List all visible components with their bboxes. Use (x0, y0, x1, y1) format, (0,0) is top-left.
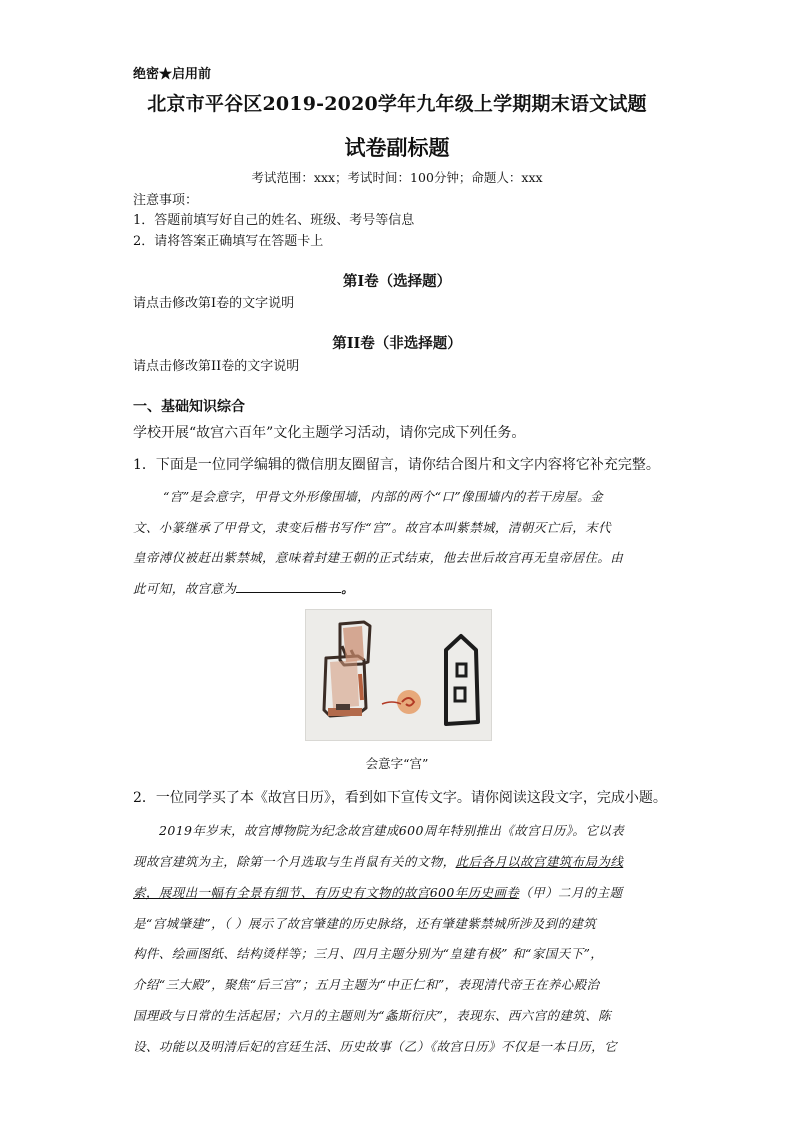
q2-line3-underlined: 索，展现出一幅有全景有细节、有历史有文物的故宫600年历史画卷 (133, 885, 520, 900)
answer-blank[interactable] (236, 580, 341, 593)
q2-passage-line-6: 介绍“三大殿”，聚焦“后三宫”；五月主题为“中正仁和”，表现清代帝王在养心殿治 (133, 977, 600, 992)
q2-passage-line-2 (133, 852, 665, 870)
exam-info: 考试范围：xxx；考试时间：100分钟；命题人：xxx (251, 170, 543, 185)
notice-heading: 注意事项： (133, 193, 199, 208)
q2-passage-line-1: 2019年岁末，故宫博物院为纪念故宫建成600周年特别推出《故宫日历》。它以表 (159, 823, 625, 838)
q1-passage-line-3: 皇帝溥仪被赶出紫禁城，意味着封建王朝的正式结束，他去世后故宫再无皇帝居住。由 (133, 550, 624, 565)
q1-line4-text: 此可知，故宫意为 (133, 581, 237, 596)
q1-passage-line-4 (133, 579, 665, 597)
q1-prompt: 1．下面是一位同学编辑的微信朋友圈留言，请你结合图片和文字内容将它补充完整。 (133, 457, 660, 473)
section1-intro: 学校开展“故宫六百年”文化主题学习活动，请你完成下列任务。 (133, 425, 526, 441)
page-title: 北京市平谷区2019-2020学年九年级上学期期末语文试题 (147, 93, 647, 115)
q2-passage-line-8: 设、功能以及明清后妃的宫廷生活、历史故事（乙）《故宫日历》不仅是一本日历，它 (133, 1039, 617, 1054)
gong-character-figure (305, 609, 492, 741)
figure-caption: 会意字“宫” (365, 756, 429, 771)
volume2-desc: 请点击修改第II卷的文字说明 (133, 359, 300, 374)
volume1-desc: 请点击修改第I卷的文字说明 (133, 296, 295, 311)
secret-label: 绝密★启用前 (133, 67, 212, 82)
gong-illustration (306, 610, 491, 740)
q2-passage-line-7: 国理政与日常的生活起居；六月的主题则为“螽斯衍庆”，表现东、西六宫的建筑、陈 (133, 1008, 611, 1023)
volume1-title: 第I卷（选择题） (342, 273, 452, 290)
q2-line3-text: （甲）二月的主题 (519, 885, 623, 900)
section1-title: 一、基础知识综合 (133, 399, 245, 415)
notice-item-2: 2．请将答案正确填写在答题卡上 (133, 234, 324, 249)
q2-passage-line-4: 是“宫城肇建”，（ ）展示了故宫肇建的历史脉络，还有肇建紫禁城所涉及到的建筑 (133, 916, 597, 931)
q2-line2-underlined: 此后各月以故宫建筑布局为线 (455, 854, 624, 869)
notice-item-1: 1．答题前填写好自己的姓名、班级、考号等信息 (133, 213, 415, 228)
q2-passage-line-5: 构件、绘画图纸、结构烫样等；三月、四月主题分别为“皇建有极” 和“家国天下”， (133, 946, 604, 961)
q2-passage-line-3 (133, 883, 665, 901)
q1-passage-line-2: 文、小篆继承了甲骨文，隶变后楷书写作“宫”。故宫本叫紫禁城，清朝灭亡后，末代 (133, 520, 611, 535)
q2-line2-text: 现故宫建筑为主，除第一个月选取与生肖鼠有关的文物， (133, 854, 456, 869)
volume2-title: 第II卷（非选择题） (332, 335, 462, 352)
q1-passage-line-1: “宫”是会意字，甲骨文外形像围墙，内部的两个“口”像围墙内的若干房屋。金 (163, 489, 603, 504)
q2-prompt: 2．一位同学买了本《故宫日历》，看到如下宣传文字。请你阅读这段文字，完成小题。 (133, 790, 667, 806)
page-subtitle: 试卷副标题 (344, 135, 450, 160)
q1-line4-end: 。 (341, 581, 355, 596)
